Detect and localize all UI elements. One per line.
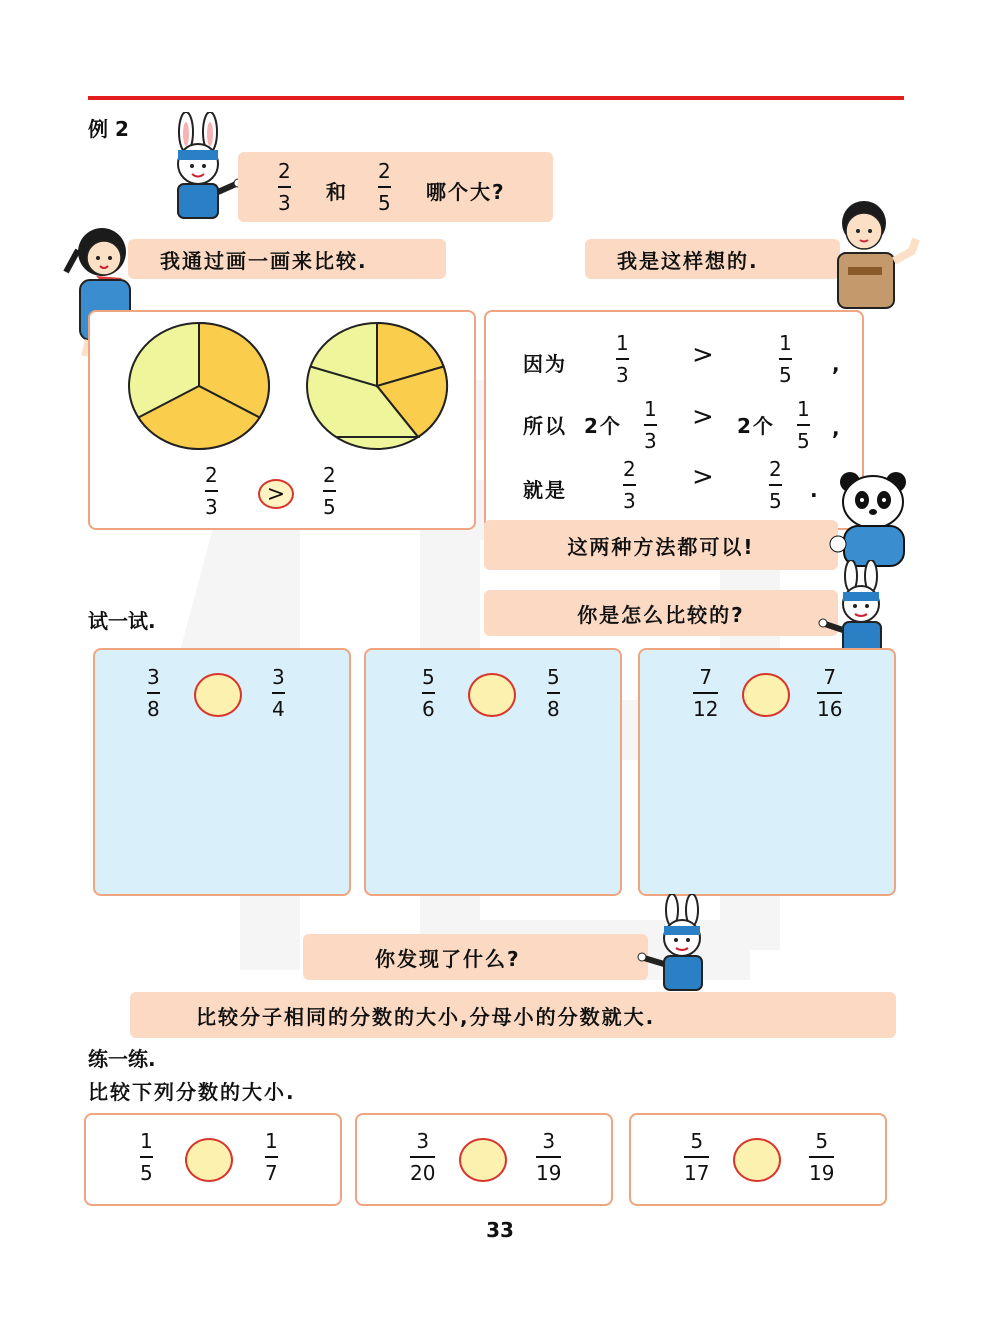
reason-line3-end: . — [810, 478, 820, 502]
pie-two-fifths — [304, 320, 450, 452]
reason-line3-label: 就是 — [523, 478, 567, 502]
rabbit-icon — [628, 894, 728, 994]
reason-line1-frac1: 1 3 — [616, 331, 629, 387]
reason-line2-frac2: 1 5 — [797, 397, 810, 453]
practice2-answer-circle[interactable] — [459, 1138, 507, 1182]
reason-line3-op: > — [692, 462, 714, 492]
try3-frac1: 7 12 — [693, 665, 719, 721]
reason-line2-end: , — [832, 416, 842, 440]
practice1-frac2: 1 7 — [265, 1129, 278, 1185]
try2-frac1: 5 6 — [422, 665, 435, 721]
example-title: 例 2 — [88, 117, 129, 141]
practice-instruction: 比较下列分数的大小. — [88, 1080, 296, 1104]
rabbit-icon — [148, 112, 248, 222]
reason-line2-count2: 2个 — [737, 414, 775, 438]
reason-line1-frac2: 1 5 — [779, 331, 792, 387]
try1-answer-circle[interactable] — [194, 673, 242, 717]
panda-icon — [828, 468, 920, 570]
question-and: 和 — [326, 180, 348, 204]
practice3-answer-circle[interactable] — [733, 1138, 781, 1182]
panda-bubble: 这两种方法都可以! — [484, 520, 838, 570]
try3-answer-circle[interactable] — [742, 673, 790, 717]
pie-compare-symbol: > — [258, 479, 294, 509]
question-fraction-2: 2 5 — [378, 159, 391, 215]
pie-fraction-2: 2 5 — [323, 463, 336, 519]
reason-line2-frac1: 1 3 — [644, 397, 657, 453]
question-suffix: 哪个大? — [426, 180, 506, 204]
reason-line2-label: 所以 — [523, 414, 567, 438]
boy-bubble: 我是这样想的. — [585, 239, 840, 279]
practice2-frac1: 3 20 — [410, 1129, 436, 1185]
try1-frac1: 3 8 — [147, 665, 160, 721]
try-bubble: 你是怎么比较的? — [484, 590, 838, 636]
pie-two-thirds — [126, 320, 272, 452]
reason-line3-frac2: 2 5 — [769, 457, 782, 513]
page-number: 33 — [486, 1218, 514, 1242]
discover-bubble: 你发现了什么? — [303, 934, 648, 980]
top-rule — [88, 96, 904, 100]
rabbit-icon — [815, 560, 905, 660]
try2-frac2: 5 8 — [547, 665, 560, 721]
try1-frac2: 3 4 — [272, 665, 285, 721]
conclusion-bubble: 比较分子相同的分数的大小,分母小的分数就大. — [130, 992, 896, 1038]
practice3-frac2: 5 19 — [809, 1129, 835, 1185]
question-fraction-1: 2 3 — [278, 159, 291, 215]
practice1-answer-circle[interactable] — [185, 1138, 233, 1182]
practice1-frac1: 1 5 — [140, 1129, 153, 1185]
reason-line2-count1: 2个 — [584, 414, 622, 438]
reason-line3-frac1: 2 3 — [623, 457, 636, 513]
practice2-frac2: 3 19 — [536, 1129, 562, 1185]
practice3-frac1: 5 17 — [684, 1129, 710, 1185]
reason-line2-op: > — [692, 402, 714, 432]
reason-line1-label: 因为 — [523, 352, 567, 376]
girl-bubble: 我通过画一画来比较. — [128, 239, 446, 279]
practice-title: 练一练. — [88, 1047, 156, 1071]
reason-line1-op: > — [692, 340, 714, 370]
pie-fraction-1: 2 3 — [205, 463, 218, 519]
try2-answer-circle[interactable] — [468, 673, 516, 717]
boy-icon — [816, 195, 924, 315]
reason-line1-end: , — [832, 352, 842, 376]
try3-frac2: 7 16 — [817, 665, 843, 721]
try-title: 试一试. — [88, 609, 156, 633]
